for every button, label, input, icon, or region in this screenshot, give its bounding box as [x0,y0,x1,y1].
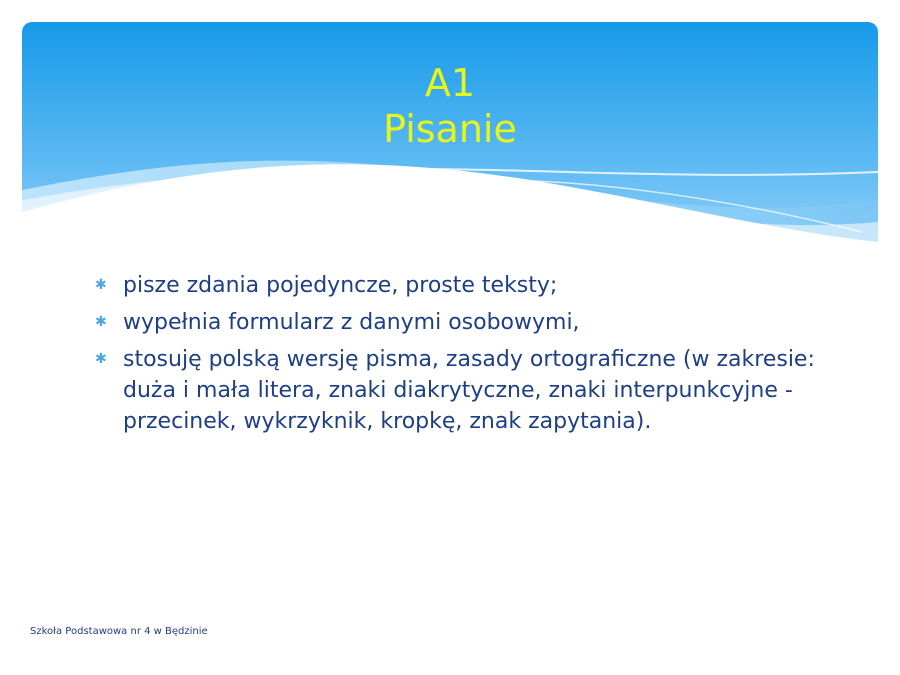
title-line-1: A1 [424,61,476,105]
bullet-item [95,307,815,338]
bullet-item [95,344,815,437]
bullet-text: stosuję polską wersję pisma, zasady ortograficzne (w zakresie: duża i mała litera, znaki diakrytyczne, znaki interpunkcyjne - przecinek, wykrzyknik, kropkę, znak zapytania). [123,347,815,434]
asterisk-bullet-icon: ✱ [95,351,107,367]
asterisk-bullet-icon: ✱ [95,314,107,330]
footer-text: Szkoła Podstawowa nr 4 w Będzinie [30,626,208,637]
header-banner [22,22,878,247]
slide-title [22,60,878,152]
title-line-2: Pisanie [383,107,517,151]
asterisk-bullet-icon: ✱ [95,277,107,293]
bullet-list [95,270,815,443]
bullet-text: pisze zdania pojedyncze, proste teksty; [123,273,558,298]
bullet-text: wypełnia formularz z danymi osobowymi, [123,310,580,335]
bullet-item [95,270,815,301]
